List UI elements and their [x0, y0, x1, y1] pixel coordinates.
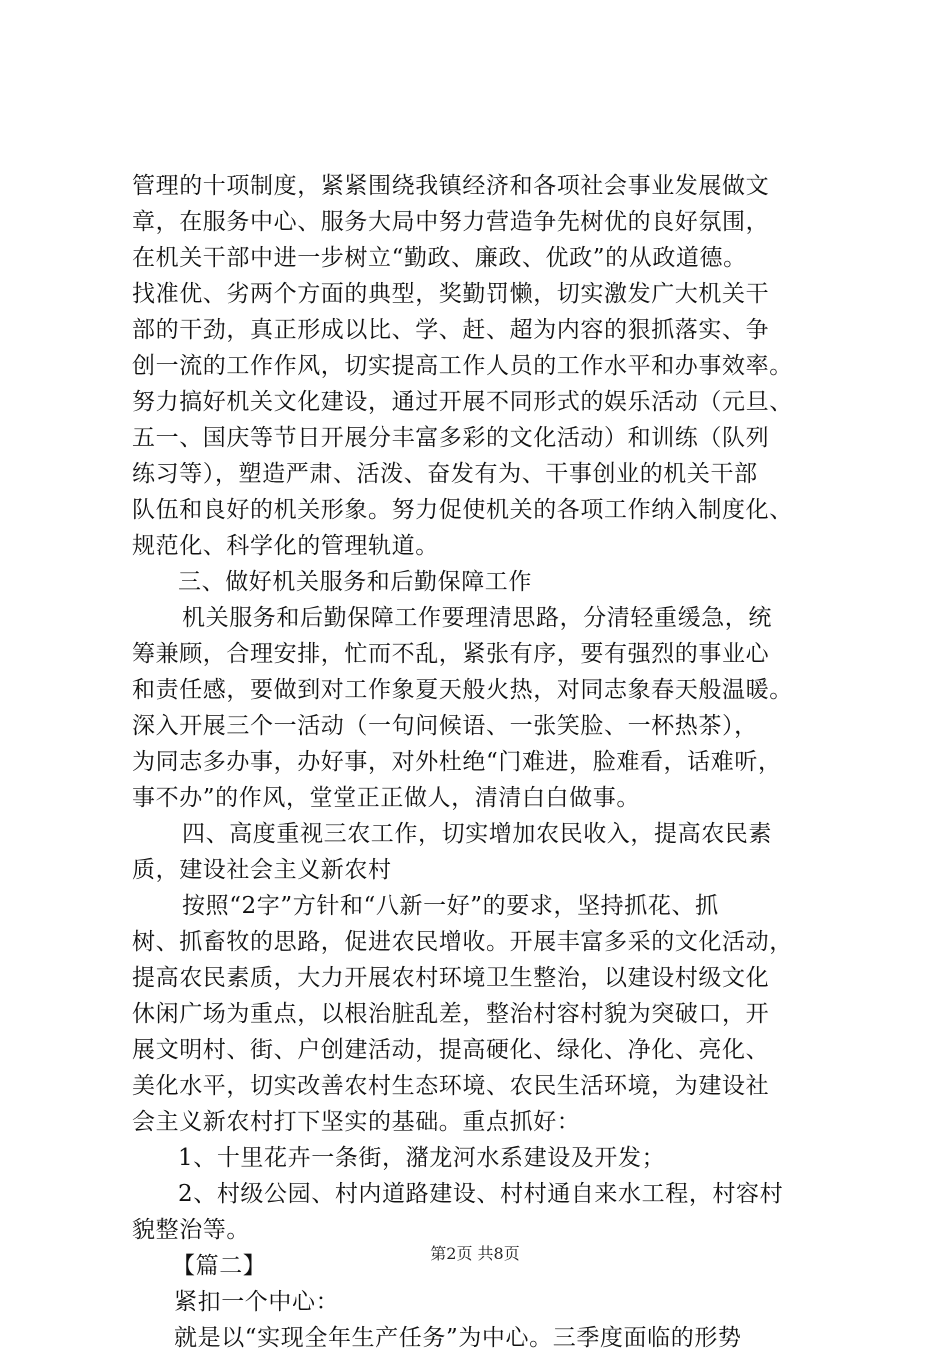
- text-line: 部的干劲，真正形成以比、学、赶、超为内容的狠抓落实、争: [132, 317, 770, 343]
- text-line: 机关服务和后勤保障工作要理清思路，分清轻重缓急，统: [182, 605, 772, 631]
- text-line: 事不办”的作风，堂堂正正做人，清清白白做事。: [132, 785, 640, 811]
- section-heading-4-cont: 质，建设社会主义新农村: [132, 857, 392, 883]
- text-line: 树、抓畜牧的思路，促进农民增收。开展丰富多采的文化活动，: [132, 929, 793, 955]
- text-line: 为同志多办事，办好事，对外杜绝“门难进，脸难看，话难听，: [132, 749, 782, 775]
- text-line: 队伍和良好的机关形象。努力促使机关的各项工作纳入制度化、: [132, 497, 793, 523]
- text-line: 规范化、科学化的管理轨道。: [132, 533, 439, 559]
- text-line: 找准优、劣两个方面的典型，奖勤罚懒，切实激发广大机关干: [132, 281, 770, 307]
- text-line: 按照“2字”方针和“八新一好”的要求，坚持抓花、抓: [182, 893, 719, 919]
- list-item-cont: 貌整治等。: [132, 1217, 250, 1243]
- text-line: 在机关干部中进一步树立“勤政、廉政、优政”的从政道德。: [132, 245, 747, 271]
- page-number: 第2页 共8页: [430, 1244, 520, 1263]
- text-line: 深入开展三个一活动（一句问候语、一张笑脸、一杯热茶），: [132, 713, 758, 739]
- text-line: 章，在服务中心、服务大局中努力营造争先树优的良好氛围，: [132, 209, 770, 235]
- text-line: 美化水平，切实改善农村生态环境、农民生活环境，为建设社: [132, 1073, 770, 1099]
- section-heading-4: 四、高度重视三农工作，切实增加农民收入，提高农民素: [182, 821, 772, 847]
- text-line: 提高农民素质，大力开展农村环境卫生整治，以建设村级文化: [132, 965, 770, 991]
- text-line: 练习等），塑造严肃、活泼、奋发有为、干事创业的机关干部: [132, 461, 758, 487]
- part-heading: 【篇二】: [172, 1253, 267, 1279]
- text-line: 筹兼顾，合理安排，忙而不乱，紧张有序，要有强烈的事业心: [132, 641, 770, 667]
- text-line: 和责任感，要做到对工作象夏天般火热，对同志象春天般温暖。: [132, 677, 793, 703]
- document-body: [132, 168, 832, 1356]
- text-line: 展文明村、街、户创建活动，提高硬化、绿化、净化、亮化、: [132, 1037, 770, 1063]
- text-line: 创一流的工作作风，切实提高工作人员的工作水平和办事效率。: [132, 353, 793, 379]
- text-line: 管理的十项制度，紧紧围绕我镇经济和各项社会事业发展做文: [132, 173, 770, 199]
- subheading: 紧扣一个中心：: [174, 1289, 340, 1315]
- text-line: 五一、国庆等节日开展分丰富多彩的文化活动）和训练（队列: [132, 425, 770, 451]
- list-item: 1、十里花卉一条街，潴龙河水系建设及开发；: [178, 1145, 666, 1171]
- section-heading-3: 三、做好机关服务和后勤保障工作: [178, 569, 532, 595]
- list-item: 2、村级公园、村内道路建设、村村通自来水工程，村容村: [178, 1181, 784, 1207]
- text-line: 努力搞好机关文化建设，通过开展不同形式的娱乐活动（元旦、: [132, 389, 793, 415]
- text-line: 休闲广场为重点，以根治脏乱差，整治村容村貌为突破口，开: [132, 1001, 770, 1027]
- text-line: 会主义新农村打下坚实的基础。重点抓好：: [132, 1109, 581, 1135]
- text-line: 就是以“实现全年生产任务”为中心。三季度面临的形势: [174, 1325, 742, 1351]
